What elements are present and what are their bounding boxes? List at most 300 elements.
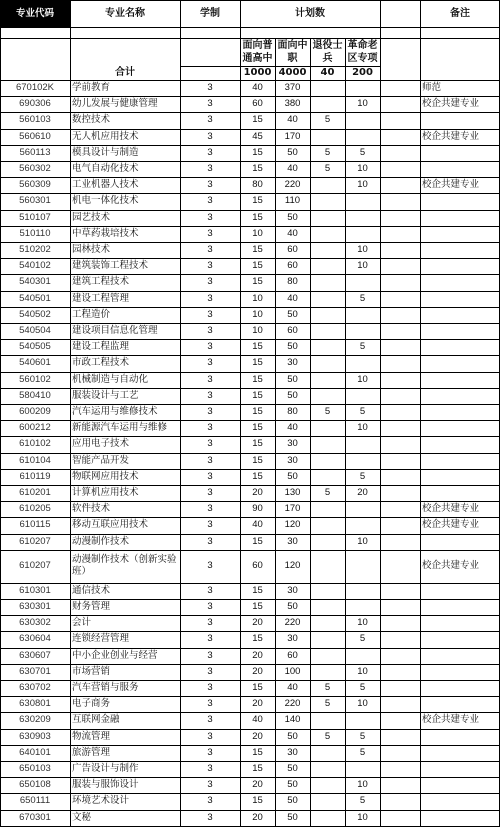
row-remarks: [420, 696, 500, 712]
row-general-high: 10: [252, 227, 263, 239]
row-veterans: [310, 550, 345, 583]
row-remarks: [420, 291, 500, 307]
row-general-high: 20: [252, 487, 263, 499]
row-veterans: 5: [324, 406, 331, 418]
row-vocational: 370: [284, 82, 301, 94]
row-major-code: 510202: [19, 244, 51, 256]
row-general-high: 15: [252, 601, 263, 613]
row-old-revolutionary: 10: [357, 811, 368, 823]
row-years: 3: [207, 244, 213, 256]
total-old-revolutionary: 200: [352, 67, 373, 78]
row-divider: [0, 210, 500, 211]
row-old-revolutionary: [345, 274, 380, 290]
row-remarks: [420, 404, 500, 420]
row-remarks: [420, 258, 500, 274]
row-divider: [0, 145, 500, 146]
row-major-code: 600212: [19, 422, 51, 434]
row-years: 3: [207, 454, 213, 466]
row-general-high: 40: [252, 82, 263, 94]
row-general-high: 60: [252, 560, 263, 572]
row-veterans: [310, 517, 345, 533]
row-divider: [0, 648, 500, 649]
row-major-code: 540504: [19, 325, 51, 337]
row-vocational: 50: [287, 341, 298, 353]
row-general-high: 20: [252, 730, 263, 742]
row-vocational: 30: [287, 746, 298, 758]
row-old-revolutionary: 10: [357, 179, 368, 191]
row-years: 3: [207, 730, 213, 742]
row-remarks: [420, 210, 500, 226]
row-remarks: [420, 729, 500, 745]
row-years: 3: [207, 584, 213, 596]
row-old-revolutionary: 10: [357, 617, 368, 629]
row-major-name: 连锁经营管理: [72, 633, 130, 645]
row-major-name: 电子商务: [72, 698, 111, 710]
row-divider: [0, 242, 500, 243]
row-old-revolutionary: 10: [357, 373, 368, 385]
row-old-revolutionary: [345, 80, 380, 96]
row-major-name: 智能产品开发: [72, 454, 130, 466]
row-general-high: 20: [252, 617, 263, 629]
row-veterans: [310, 810, 345, 826]
row-years: 3: [207, 114, 213, 126]
row-general-high: 10: [252, 325, 263, 337]
header-years: 学制: [200, 7, 220, 19]
row-remarks: [420, 761, 500, 777]
row-general-high: 20: [252, 649, 263, 661]
row-veterans: 5: [324, 146, 331, 158]
row-veterans: [310, 648, 345, 664]
row-major-code: 510110: [19, 227, 51, 239]
row-vocational: 120: [284, 519, 301, 531]
row-divider: [0, 129, 500, 130]
subheader-old-revolutionary: 革命老区专项: [347, 40, 378, 64]
row-years: 3: [207, 179, 213, 191]
row-general-high: 20: [252, 665, 263, 677]
row-major-name: 工程造价: [72, 308, 111, 320]
row-vocational: 220: [284, 617, 301, 629]
row-remarks: [420, 274, 500, 290]
row-vocational: 60: [287, 260, 298, 272]
row-major-name: 园艺技术: [72, 211, 111, 223]
row-major-code: 560103: [19, 114, 51, 126]
row-major-name: 物联网应用技术: [72, 470, 139, 482]
row-years: 3: [207, 308, 213, 320]
row-veterans: [310, 664, 345, 680]
row-major-name: 环境艺术设计: [72, 795, 130, 807]
row-major-code: 630701: [19, 665, 51, 677]
row-years: 3: [207, 325, 213, 337]
row-divider: [0, 534, 500, 535]
row-vocational: 80: [287, 406, 298, 418]
row-divider: [0, 729, 500, 730]
row-vocational: 40: [287, 682, 298, 694]
row-general-high: 15: [252, 341, 263, 353]
row-general-high: 15: [252, 422, 263, 434]
row-remarks: [420, 307, 500, 323]
row-major-name: 服装设计与工艺: [72, 389, 139, 401]
row-remarks: 校企共建专业: [422, 519, 480, 531]
row-old-revolutionary: [345, 307, 380, 323]
header-divider: [0, 27, 500, 28]
row-general-high: 15: [252, 260, 263, 272]
row-years: 3: [207, 292, 213, 304]
row-general-high: 15: [252, 163, 263, 175]
row-major-name: 文秘: [72, 811, 92, 823]
row-major-code: 610201: [19, 487, 51, 499]
row-major-code: 630301: [19, 601, 51, 613]
row-remarks: 校企共建专业: [422, 714, 480, 726]
row-major-name: 移动互联应用技术: [72, 519, 149, 531]
row-general-high: 15: [252, 406, 263, 418]
plan-subcolumn-divider: [345, 38, 346, 826]
row-vocational: 50: [287, 763, 298, 775]
row-divider: [0, 810, 500, 811]
row-years: 3: [207, 82, 213, 94]
row-general-high: 40: [252, 519, 263, 531]
row-general-high: 15: [252, 276, 263, 288]
row-remarks: [420, 648, 500, 664]
row-divider: [0, 274, 500, 275]
row-vocational: 50: [287, 308, 298, 320]
row-general-high: 45: [252, 130, 263, 142]
row-general-high: 60: [252, 98, 263, 110]
row-major-name: 旅游管理: [72, 746, 111, 758]
row-remarks: [420, 615, 500, 631]
row-vocational: 40: [287, 227, 298, 239]
row-major-code: 560102: [19, 373, 51, 385]
header-major-name: 专业名称: [105, 7, 145, 19]
row-general-high: 15: [252, 114, 263, 126]
row-divider: [0, 826, 500, 827]
row-divider: [0, 550, 500, 551]
row-divider: [0, 80, 500, 81]
row-divider: [0, 96, 500, 97]
row-divider: [0, 161, 500, 162]
row-general-high: 15: [252, 535, 263, 547]
row-major-code: 630903: [19, 730, 51, 742]
row-old-revolutionary: 10: [357, 779, 368, 791]
row-veterans: [310, 274, 345, 290]
row-years: 3: [207, 276, 213, 288]
row-major-name: 建筑装饰工程技术: [72, 260, 149, 272]
row-veterans: [310, 226, 345, 242]
row-vocational: 50: [287, 389, 298, 401]
row-divider: [0, 372, 500, 373]
column-divider: [0, 0, 1, 826]
row-veterans: [310, 453, 345, 469]
row-major-code: 540501: [19, 292, 51, 304]
row-vocational: 50: [287, 470, 298, 482]
row-divider: [0, 355, 500, 356]
row-veterans: [310, 96, 345, 112]
row-remarks: 校企共建专业: [422, 130, 480, 142]
row-major-name: 汽车营销与服务: [72, 682, 139, 694]
row-old-revolutionary: [345, 355, 380, 371]
row-divider: [0, 485, 500, 486]
row-remarks: [420, 745, 500, 761]
row-major-name: 物流管理: [72, 730, 111, 742]
row-veterans: 5: [324, 698, 331, 710]
row-general-high: 10: [252, 292, 263, 304]
row-general-high: 20: [252, 811, 263, 823]
row-vocational: 40: [287, 163, 298, 175]
row-years: 3: [207, 665, 213, 677]
row-years: 3: [207, 470, 213, 482]
row-years: 3: [207, 617, 213, 629]
row-vocational: 100: [284, 665, 301, 677]
row-major-code: 560309: [19, 179, 51, 191]
row-divider: [0, 193, 500, 194]
row-major-code: 630702: [19, 682, 51, 694]
row-major-name: 应用电子技术: [72, 438, 130, 450]
row-general-high: 15: [252, 454, 263, 466]
row-general-high: 15: [252, 470, 263, 482]
row-major-code: 650111: [19, 795, 51, 807]
row-old-revolutionary: [345, 388, 380, 404]
row-old-revolutionary: [345, 323, 380, 339]
row-remarks: 校企共建专业: [422, 98, 480, 110]
total-label: 合计: [115, 67, 135, 78]
row-veterans: [310, 420, 345, 436]
row-vocational: 40: [287, 422, 298, 434]
row-major-name: 计算机应用技术: [72, 487, 139, 499]
row-years: 3: [207, 487, 213, 499]
row-old-revolutionary: [345, 193, 380, 209]
row-general-high: 15: [252, 211, 263, 223]
row-remarks: [420, 161, 500, 177]
row-old-revolutionary: 5: [359, 633, 366, 645]
row-major-code: 580410: [19, 389, 51, 401]
row-major-code: 610104: [19, 454, 51, 466]
row-vocational: 170: [284, 130, 301, 142]
row-years: 3: [207, 438, 213, 450]
row-years: 3: [207, 130, 213, 142]
row-veterans: [310, 258, 345, 274]
row-veterans: 5: [324, 487, 331, 499]
row-years: 3: [207, 195, 213, 207]
row-old-revolutionary: 5: [359, 746, 366, 758]
row-old-revolutionary: 5: [359, 406, 366, 418]
row-divider: [0, 177, 500, 178]
row-divider: [0, 517, 500, 518]
row-divider: [0, 631, 500, 632]
row-years: 3: [207, 146, 213, 158]
row-remarks: [420, 193, 500, 209]
row-divider: [0, 436, 500, 437]
row-old-revolutionary: [345, 112, 380, 128]
row-divider: [0, 388, 500, 389]
row-general-high: 15: [252, 763, 263, 775]
row-veterans: 5: [324, 114, 331, 126]
row-major-name: 动漫制作技术（创新实验班）: [72, 554, 177, 578]
row-veterans: 5: [324, 163, 331, 175]
row-major-name: 工业机器人技术: [72, 179, 139, 191]
row-veterans: [310, 534, 345, 550]
row-years: 3: [207, 714, 213, 726]
subheader-vocational: 面向中职: [277, 40, 308, 64]
row-remarks: [420, 485, 500, 501]
row-major-name: 软件技术: [72, 503, 111, 515]
row-remarks: [420, 420, 500, 436]
row-divider: [0, 696, 500, 697]
row-remarks: [420, 810, 500, 826]
row-vocational: 50: [287, 373, 298, 385]
row-divider: [0, 112, 500, 113]
row-divider: [0, 469, 500, 470]
row-veterans: [310, 793, 345, 809]
row-vocational: 140: [284, 714, 301, 726]
row-major-code: 610207: [19, 560, 51, 572]
row-remarks: [420, 145, 500, 161]
row-old-revolutionary: 5: [359, 146, 366, 158]
row-divider: [0, 453, 500, 454]
row-remarks: [420, 226, 500, 242]
row-veterans: [310, 777, 345, 793]
row-divider: [0, 745, 500, 746]
row-major-code: 630302: [19, 617, 51, 629]
row-old-revolutionary: 10: [357, 260, 368, 272]
row-general-high: 80: [252, 179, 263, 191]
row-vocational: 30: [287, 454, 298, 466]
row-old-revolutionary: [345, 436, 380, 452]
row-old-revolutionary: 10: [357, 98, 368, 110]
row-vocational: 40: [287, 114, 298, 126]
row-vocational: 60: [287, 244, 298, 256]
row-vocational: 120: [284, 560, 301, 572]
row-veterans: [310, 210, 345, 226]
column-divider: [380, 0, 381, 826]
header-plan: 计划数: [295, 7, 325, 19]
row-vocational: 40: [287, 292, 298, 304]
row-general-high: 15: [252, 357, 263, 369]
row-veterans: [310, 193, 345, 209]
row-veterans: [310, 631, 345, 647]
row-old-revolutionary: [345, 761, 380, 777]
row-old-revolutionary: 10: [357, 698, 368, 710]
row-general-high: 15: [252, 584, 263, 596]
row-years: 3: [207, 260, 213, 272]
row-years: 3: [207, 227, 213, 239]
row-major-name: 通信技术: [72, 584, 111, 596]
row-old-revolutionary: 10: [357, 535, 368, 547]
row-remarks: [420, 599, 500, 615]
row-major-code: 610102: [19, 438, 51, 450]
row-vocational: 60: [287, 649, 298, 661]
row-vocational: 50: [287, 146, 298, 158]
row-remarks: [420, 777, 500, 793]
row-vocational: 50: [287, 601, 298, 613]
row-old-revolutionary: [345, 517, 380, 533]
row-vocational: 380: [284, 98, 301, 110]
row-divider: [0, 664, 500, 665]
row-major-code: 540601: [19, 357, 51, 369]
row-veterans: 5: [324, 682, 331, 694]
row-years: 3: [207, 811, 213, 823]
plan-subcolumn-divider: [310, 38, 311, 826]
row-major-name: 互联网金融: [72, 714, 120, 726]
row-major-code: 560302: [19, 163, 51, 175]
row-remarks: [420, 453, 500, 469]
row-old-revolutionary: 5: [359, 682, 366, 694]
row-major-code: 560610: [19, 130, 51, 142]
row-major-name: 数控技术: [72, 114, 111, 126]
row-years: 3: [207, 682, 213, 694]
row-major-code: 650103: [19, 763, 51, 775]
row-major-code: 610301: [19, 584, 51, 596]
row-veterans: [310, 307, 345, 323]
row-divider: [0, 307, 500, 308]
row-years: 3: [207, 163, 213, 175]
row-veterans: [310, 615, 345, 631]
row-vocational: 30: [287, 584, 298, 596]
row-old-revolutionary: 5: [359, 795, 366, 807]
row-old-revolutionary: [345, 648, 380, 664]
row-old-revolutionary: [345, 226, 380, 242]
row-old-revolutionary: 5: [359, 292, 366, 304]
row-major-name: 市场营销: [72, 665, 111, 677]
row-general-high: 15: [252, 195, 263, 207]
row-general-high: 15: [252, 746, 263, 758]
row-vocational: 50: [287, 779, 298, 791]
row-years: 3: [207, 211, 213, 223]
row-remarks: [420, 323, 500, 339]
row-years: 3: [207, 560, 213, 572]
subheader-general-high: 面向普通高中: [242, 40, 273, 64]
row-major-code: 670301: [19, 811, 51, 823]
row-years: 3: [207, 341, 213, 353]
row-major-code: 610119: [19, 470, 51, 482]
row-old-revolutionary: 20: [357, 487, 368, 499]
row-divider: [0, 793, 500, 794]
row-divider: [0, 615, 500, 616]
row-divider: [0, 599, 500, 600]
row-major-code: 690306: [19, 98, 51, 110]
row-veterans: [310, 501, 345, 517]
row-years: 3: [207, 357, 213, 369]
row-general-high: 10: [252, 308, 263, 320]
row-veterans: [310, 388, 345, 404]
row-divider: [0, 712, 500, 713]
row-general-high: 15: [252, 438, 263, 450]
row-major-name: 模具设计与制造: [72, 146, 139, 158]
row-major-name: 广告设计与制作: [72, 763, 139, 775]
row-veterans: [310, 129, 345, 145]
total-veterans: 40: [320, 67, 335, 78]
row-major-code: 630607: [19, 649, 51, 661]
row-old-revolutionary: [345, 210, 380, 226]
row-remarks: 师范: [422, 82, 442, 94]
row-years: 3: [207, 633, 213, 645]
row-major-name: 中小企业创业与经营: [72, 649, 158, 661]
row-major-code: 600209: [19, 406, 51, 418]
row-old-revolutionary: [345, 599, 380, 615]
row-remarks: [420, 372, 500, 388]
row-years: 3: [207, 746, 213, 758]
row-years: 3: [207, 601, 213, 613]
row-vocational: 50: [287, 211, 298, 223]
row-major-name: 建设工程管理: [72, 292, 130, 304]
row-vocational: 110: [284, 195, 301, 207]
row-general-high: 20: [252, 779, 263, 791]
row-major-name: 机械制造与自动化: [72, 373, 149, 385]
row-major-name: 新能源汽车运用与维修: [72, 422, 168, 434]
row-veterans: 5: [324, 730, 331, 742]
row-years: 3: [207, 535, 213, 547]
row-old-revolutionary: [345, 501, 380, 517]
column-divider: [180, 0, 181, 826]
row-major-name: 机电一体化技术: [72, 195, 139, 207]
